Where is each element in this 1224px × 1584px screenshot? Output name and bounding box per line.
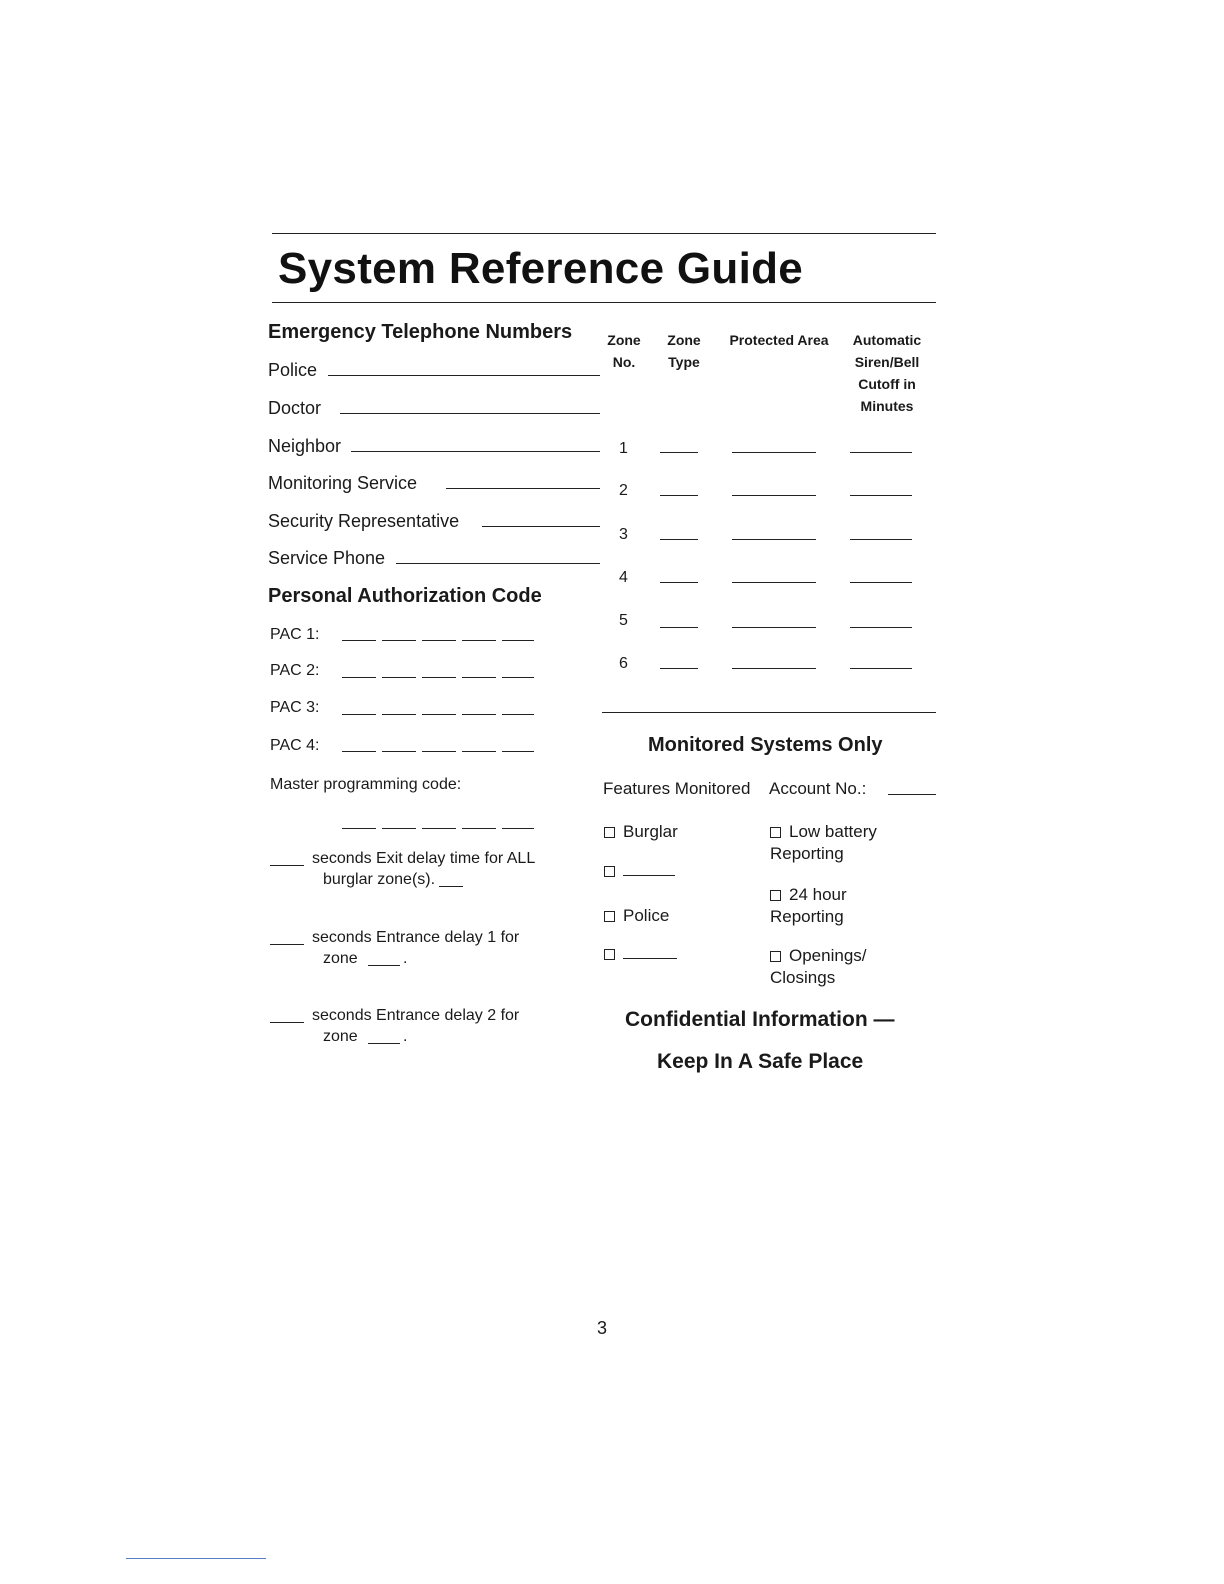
entrance2-line1: seconds Entrance delay 2 for: [312, 1007, 520, 1024]
entrance2-line2: zone: [323, 1028, 358, 1045]
checkbox-icon: [770, 890, 781, 901]
checkbox-icon: [604, 866, 615, 877]
low-battery-label-line2: Reporting: [770, 844, 844, 863]
pac-heading: Personal Authorization Code: [268, 585, 542, 607]
account-no-field[interactable]: [888, 794, 936, 795]
zone-number: 1: [619, 440, 628, 457]
pac4-digit: [382, 751, 416, 752]
burglar-option[interactable]: [604, 821, 678, 843]
24-hour-option[interactable]: [770, 884, 847, 928]
zone-type-field[interactable]: [660, 582, 698, 583]
entrance2-period: .: [403, 1028, 408, 1045]
openings-closings-option[interactable]: [770, 945, 867, 989]
checkbox-icon: [604, 827, 615, 838]
pac3-digit: [382, 714, 416, 715]
police-option-label: Police: [623, 906, 670, 925]
zone-type-field[interactable]: [660, 668, 698, 669]
master-code-digit: [342, 828, 376, 829]
zone-type-field[interactable]: [660, 627, 698, 628]
entrance2-seconds-field[interactable]: [270, 1022, 304, 1023]
exit-delay-seconds-field[interactable]: [270, 865, 304, 866]
security-rep-field[interactable]: [482, 526, 600, 527]
24-hour-label: 24 hour: [789, 885, 847, 904]
protected-area-field[interactable]: [732, 452, 816, 453]
protected-area-field[interactable]: [732, 495, 816, 496]
monitoring-service-label: Monitoring Service: [268, 473, 418, 493]
service-phone-label: Service Phone: [268, 548, 386, 568]
pac1-digit: [462, 640, 496, 641]
pac3-label: PAC 3:: [270, 699, 320, 716]
low-battery-option[interactable]: [770, 821, 877, 865]
cutoff-header: [840, 329, 934, 417]
zone-type-field[interactable]: [660, 495, 698, 496]
page-title: System Reference Guide: [278, 244, 804, 293]
zone-type-field[interactable]: [660, 539, 698, 540]
zone-no-header: [604, 329, 644, 373]
pac3-digit: [422, 714, 456, 715]
neighbor-label: Neighbor: [268, 436, 342, 456]
cutoff-header-line2: Siren/Bell: [854, 354, 920, 370]
title-top-rule: [272, 233, 936, 234]
pac4-digit: [422, 751, 456, 752]
pac2-digit: [342, 677, 376, 678]
entrance1-seconds-field[interactable]: [270, 944, 304, 945]
zone-number: 3: [619, 526, 628, 543]
pac2-label: PAC 2:: [270, 662, 320, 679]
zone-number: 2: [619, 482, 628, 499]
zone-type-header: [662, 329, 706, 373]
security-rep-label: Security Representative: [268, 511, 460, 531]
cutoff-header-line4: Minutes: [860, 398, 914, 414]
emergency-heading: Emergency Telephone Numbers: [268, 321, 573, 343]
cutoff-field[interactable]: [850, 668, 912, 669]
protected-area-field[interactable]: [732, 668, 816, 669]
pac2-digit: [382, 677, 416, 678]
pac3-digit: [502, 714, 534, 715]
zone-number: 5: [619, 612, 628, 629]
doctor-label: Doctor: [268, 398, 322, 418]
pac1-digit: [382, 640, 416, 641]
entrance2-zone-field[interactable]: [368, 1043, 400, 1044]
doctor-field[interactable]: [340, 413, 600, 414]
pac4-label: PAC 4:: [270, 737, 320, 754]
confidential-line1: Confidential Information —: [625, 1008, 895, 1031]
service-phone-field[interactable]: [396, 563, 600, 564]
pac1-digit: [502, 640, 534, 641]
zone-type-header-line1: Zone: [667, 332, 701, 348]
account-no-label: Account No.:: [769, 779, 867, 798]
custom-option-1[interactable]: [604, 860, 675, 882]
pac4-digit: [342, 751, 376, 752]
zone-number: 6: [619, 655, 628, 672]
pac1-digit: [342, 640, 376, 641]
police-field[interactable]: [328, 375, 600, 376]
custom-option-2-field[interactable]: [623, 957, 677, 959]
checkbox-icon: [604, 949, 615, 960]
checkbox-icon: [770, 951, 781, 962]
master-code-label: Master programming code:: [270, 776, 462, 793]
master-code-digit: [382, 828, 416, 829]
cutoff-field[interactable]: [850, 539, 912, 540]
pac2-digit: [462, 677, 496, 678]
page-number: 3: [597, 1318, 608, 1338]
neighbor-field[interactable]: [351, 451, 600, 452]
master-code-digit: [422, 828, 456, 829]
police-label: Police: [268, 360, 318, 380]
zone-type-header-line2: Type: [668, 354, 700, 370]
pac2-digit: [422, 677, 456, 678]
cutoff-field[interactable]: [850, 582, 912, 583]
cutoff-field[interactable]: [850, 495, 912, 496]
pac3-digit: [342, 714, 376, 715]
openings-label: Openings/: [789, 946, 867, 965]
title-bottom-rule: [272, 302, 936, 303]
pac4-digit: [502, 751, 534, 752]
pac1-label: PAC 1:: [270, 626, 320, 643]
protected-area-field[interactable]: [732, 582, 816, 583]
cutoff-field[interactable]: [850, 627, 912, 628]
burglar-label: Burglar: [623, 822, 678, 841]
low-battery-label: Low battery: [789, 822, 877, 841]
protected-area-field[interactable]: [732, 627, 816, 628]
pac2-digit: [502, 677, 534, 678]
custom-option-2[interactable]: [604, 943, 677, 965]
entrance1-period: .: [403, 950, 408, 967]
checkbox-icon: [604, 911, 615, 922]
custom-option-1-field[interactable]: [623, 874, 675, 876]
entrance1-line1: seconds Entrance delay 1 for: [312, 929, 520, 946]
cutoff-header-line3: Cutoff in: [858, 376, 916, 392]
police-option[interactable]: [604, 905, 669, 927]
footnote-rule: [126, 1558, 266, 1559]
master-code-digit: [462, 828, 496, 829]
protected-area-header: Protected Area: [729, 332, 829, 348]
master-code-digit: [502, 828, 534, 829]
protected-area-field[interactable]: [732, 539, 816, 540]
exit-delay-zone-field[interactable]: [439, 886, 463, 887]
pac1-digit: [422, 640, 456, 641]
zone-table-bottom-rule: [602, 712, 936, 713]
pac3-digit: [462, 714, 496, 715]
features-monitored-label: Features Monitored: [603, 779, 751, 798]
zone-number: 4: [619, 569, 628, 586]
monitoring-service-field[interactable]: [446, 488, 600, 489]
zone-no-header-line1: Zone: [607, 332, 641, 348]
24-hour-label-line2: Reporting: [770, 907, 844, 926]
cutoff-header-line1: Automatic: [852, 332, 922, 348]
monitored-heading: Monitored Systems Only: [648, 734, 883, 756]
openings-label-line2: Closings: [770, 968, 836, 987]
zone-type-field[interactable]: [660, 452, 698, 453]
exit-delay-line2: burglar zone(s).: [323, 871, 436, 888]
entrance1-zone-field[interactable]: [368, 965, 400, 966]
zone-no-header-line2: No.: [612, 354, 636, 370]
confidential-line2: Keep In A Safe Place: [657, 1050, 864, 1073]
pac4-digit: [462, 751, 496, 752]
checkbox-icon: [770, 827, 781, 838]
entrance1-line2: zone: [323, 950, 358, 967]
exit-delay-line1: seconds Exit delay time for ALL: [312, 850, 536, 867]
cutoff-field[interactable]: [850, 452, 912, 453]
